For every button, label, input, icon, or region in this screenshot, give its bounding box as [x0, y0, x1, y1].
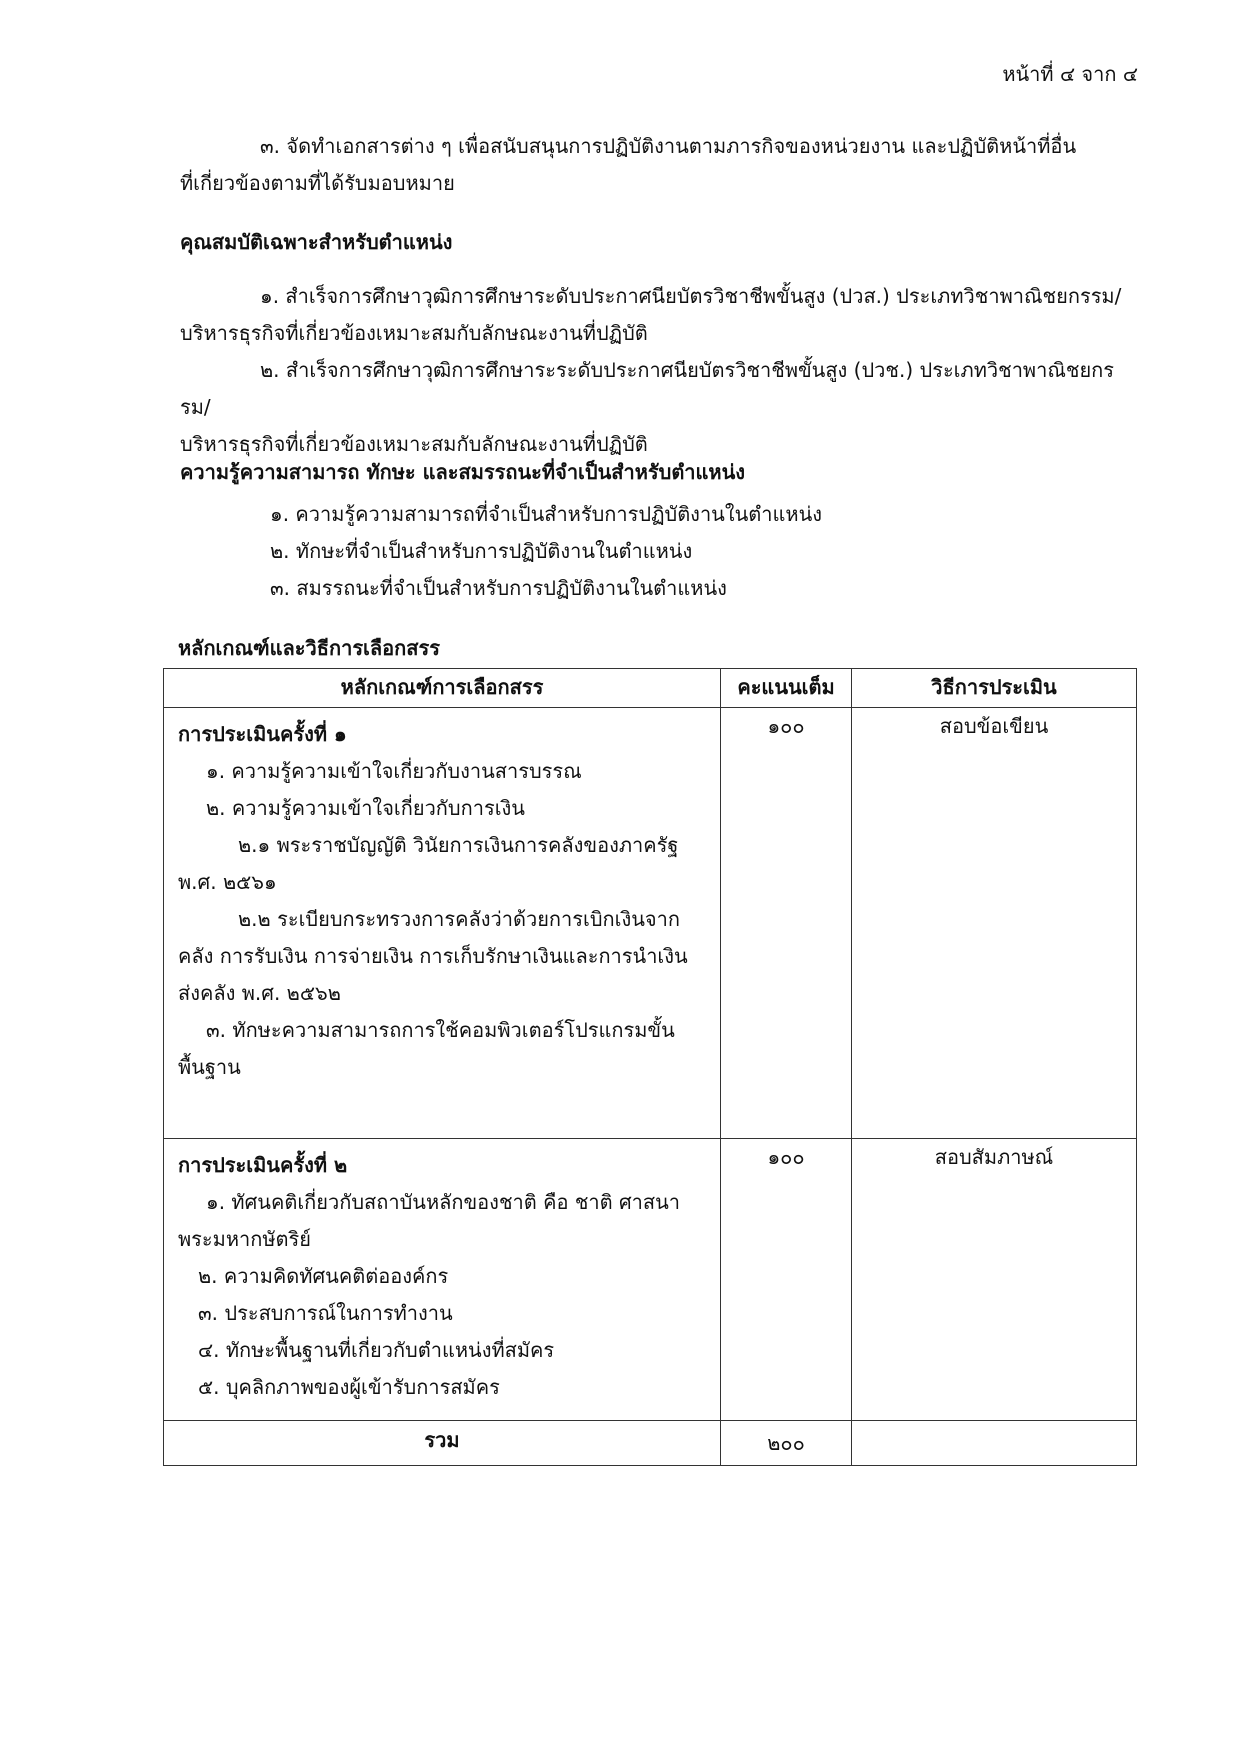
round-2-item-4: ๔. ทักษะพื้นฐานที่เกี่ยวกับตำแหน่งที่สมัคร	[198, 1338, 555, 1362]
qualification-item-1-line-1: ๑. สำเร็จการศึกษาวุฒิการศึกษาระดับประกาศนียบัตรวิชาชีพขั้นสูง (ปวส.) ประเภทวิชาพาณิชยกรรม/	[260, 284, 1122, 308]
round-2-item-1-line-2: พระมหากษัตริย์	[178, 1227, 312, 1251]
round-1-item-2-2-line-2: คลัง การรับเงิน การจ่ายเงิน การเก็บรักษาเงินและการนำเงิน	[178, 944, 688, 968]
skills-heading: ความรู้ความสามารถ ทักษะ และสมรรถนะที่จำเป็นสำหรับตำแหน่ง	[180, 460, 746, 484]
round-2-item-1-line-1: ๑. ทัศนคติเกี่ยวกับสถาบันหลักของชาติ คือ ชาติ ศาสนา	[206, 1190, 681, 1214]
skill-item-2: ๒. ทักษะที่จำเป็นสำหรับการปฏิบัติงานในตำแหน่ง	[270, 539, 693, 563]
qualifications-section-heading	[180, 224, 1130, 261]
round-1-criteria-cell	[164, 708, 721, 1139]
total-label: รวม	[164, 1421, 721, 1466]
table-row-round-2	[164, 1139, 1137, 1421]
qualifications-heading: คุณสมบัติเฉพาะสำหรับตำแหน่ง	[180, 230, 453, 254]
table-row-total	[164, 1421, 1137, 1466]
skills-list	[180, 496, 1130, 607]
total-score: ๒๐๐	[721, 1421, 852, 1466]
skill-item-1: ๑. ความรู้ความสามารถที่จำเป็นสำหรับการปฏิบัติงานในตำแหน่ง	[270, 502, 823, 526]
round-1-item-2: ๒. ความรู้ความเข้าใจเกี่ยวกับการเงิน	[206, 796, 525, 820]
round-1-item-3-line-1: ๓. ทักษะความสามารถการใช้คอมพิวเตอร์โปรแกรมขั้น	[206, 1018, 675, 1042]
duties-section	[180, 128, 1130, 202]
duty-item-3-line-1: ๓. จัดทำเอกสารต่าง ๆ เพื่อสนับสนุนการปฏิบัติงานตามภารกิจของหน่วยงาน และปฏิบัติหน้าที่อื่น	[260, 134, 1077, 158]
round-1-score: ๑๐๐	[721, 708, 852, 1139]
round-2-score: ๑๐๐	[721, 1139, 852, 1421]
header-criteria: หลักเกณฑ์การเลือกสรร	[164, 669, 721, 708]
qualification-item-2-line-2: บริหารธุรกิจที่เกี่ยวข้องเหมาะสมกับลักษณะงานที่ปฏิบัติ	[180, 432, 648, 456]
round-2-item-2: ๒. ความคิดทัศนคติต่อองค์กร	[198, 1264, 449, 1288]
round-1-item-3-line-2: พื้นฐาน	[178, 1055, 241, 1079]
skill-item-3: ๓. สมรรถนะที่จำเป็นสำหรับการปฏิบัติงานในตำแหน่ง	[270, 576, 727, 600]
round-1-item-2-2-line-3: ส่งคลัง พ.ศ. ๒๕๖๒	[178, 981, 341, 1005]
header-score: คะแนนเต็ม	[721, 669, 852, 708]
round-2-item-3: ๓. ประสบการณ์ในการทำงาน	[198, 1301, 453, 1325]
round-1-item-2-2-line-1: ๒.๒ ระเบียบกระทรวงการคลังว่าด้วยการเบิกเงินจาก	[238, 907, 680, 931]
qualification-item-1-line-2: บริหารธุรกิจที่เกี่ยวข้องเหมาะสมกับลักษณะงานที่ปฏิบัติ	[180, 321, 648, 345]
header-method: วิธีการประเมิน	[852, 669, 1137, 708]
total-method	[852, 1421, 1137, 1466]
round-2-title: การประเมินครั้งที่ ๒	[178, 1153, 348, 1177]
round-2-item-5: ๕. บุคลิกภาพของผู้เข้ารับการสมัคร	[198, 1375, 500, 1399]
duty-item-3-line-2: ที่เกี่ยวข้องตามที่ได้รับมอบหมาย	[180, 171, 455, 195]
criteria-table	[163, 668, 1137, 1466]
round-2-method: สอบสัมภาษณ์	[852, 1139, 1137, 1421]
round-1-item-2-1-line-1: ๒.๑ พระราชบัญญัติ วินัยการเงินการคลังของภาครัฐ	[238, 833, 679, 857]
table-row-round-1	[164, 708, 1137, 1139]
qualifications-list	[180, 278, 1130, 463]
table-header-row	[164, 669, 1137, 708]
qualification-item-2-line-1: ๒. สำเร็จการศึกษาวุฒิการศึกษาระระดับประกาศนียบัตรวิชาชีพขั้นสูง (ปวช.) ประเภทวิชาพาณิชยกรรม/	[180, 358, 1115, 419]
round-1-item-2-1-line-2: พ.ศ. ๒๕๖๑	[178, 870, 277, 894]
round-1-item-1: ๑. ความรู้ความเข้าใจเกี่ยวกับงานสารบรรณ	[206, 759, 582, 783]
round-2-criteria-cell	[164, 1139, 721, 1421]
page-number: หน้าที่ ๔ จาก ๔	[1002, 62, 1138, 86]
criteria-table-title: หลักเกณฑ์และวิธีการเลือกสรร	[178, 636, 440, 660]
skills-section-heading	[180, 454, 1130, 491]
round-1-method: สอบข้อเขียน	[852, 708, 1137, 1139]
round-1-title: การประเมินครั้งที่ ๑	[178, 722, 347, 746]
